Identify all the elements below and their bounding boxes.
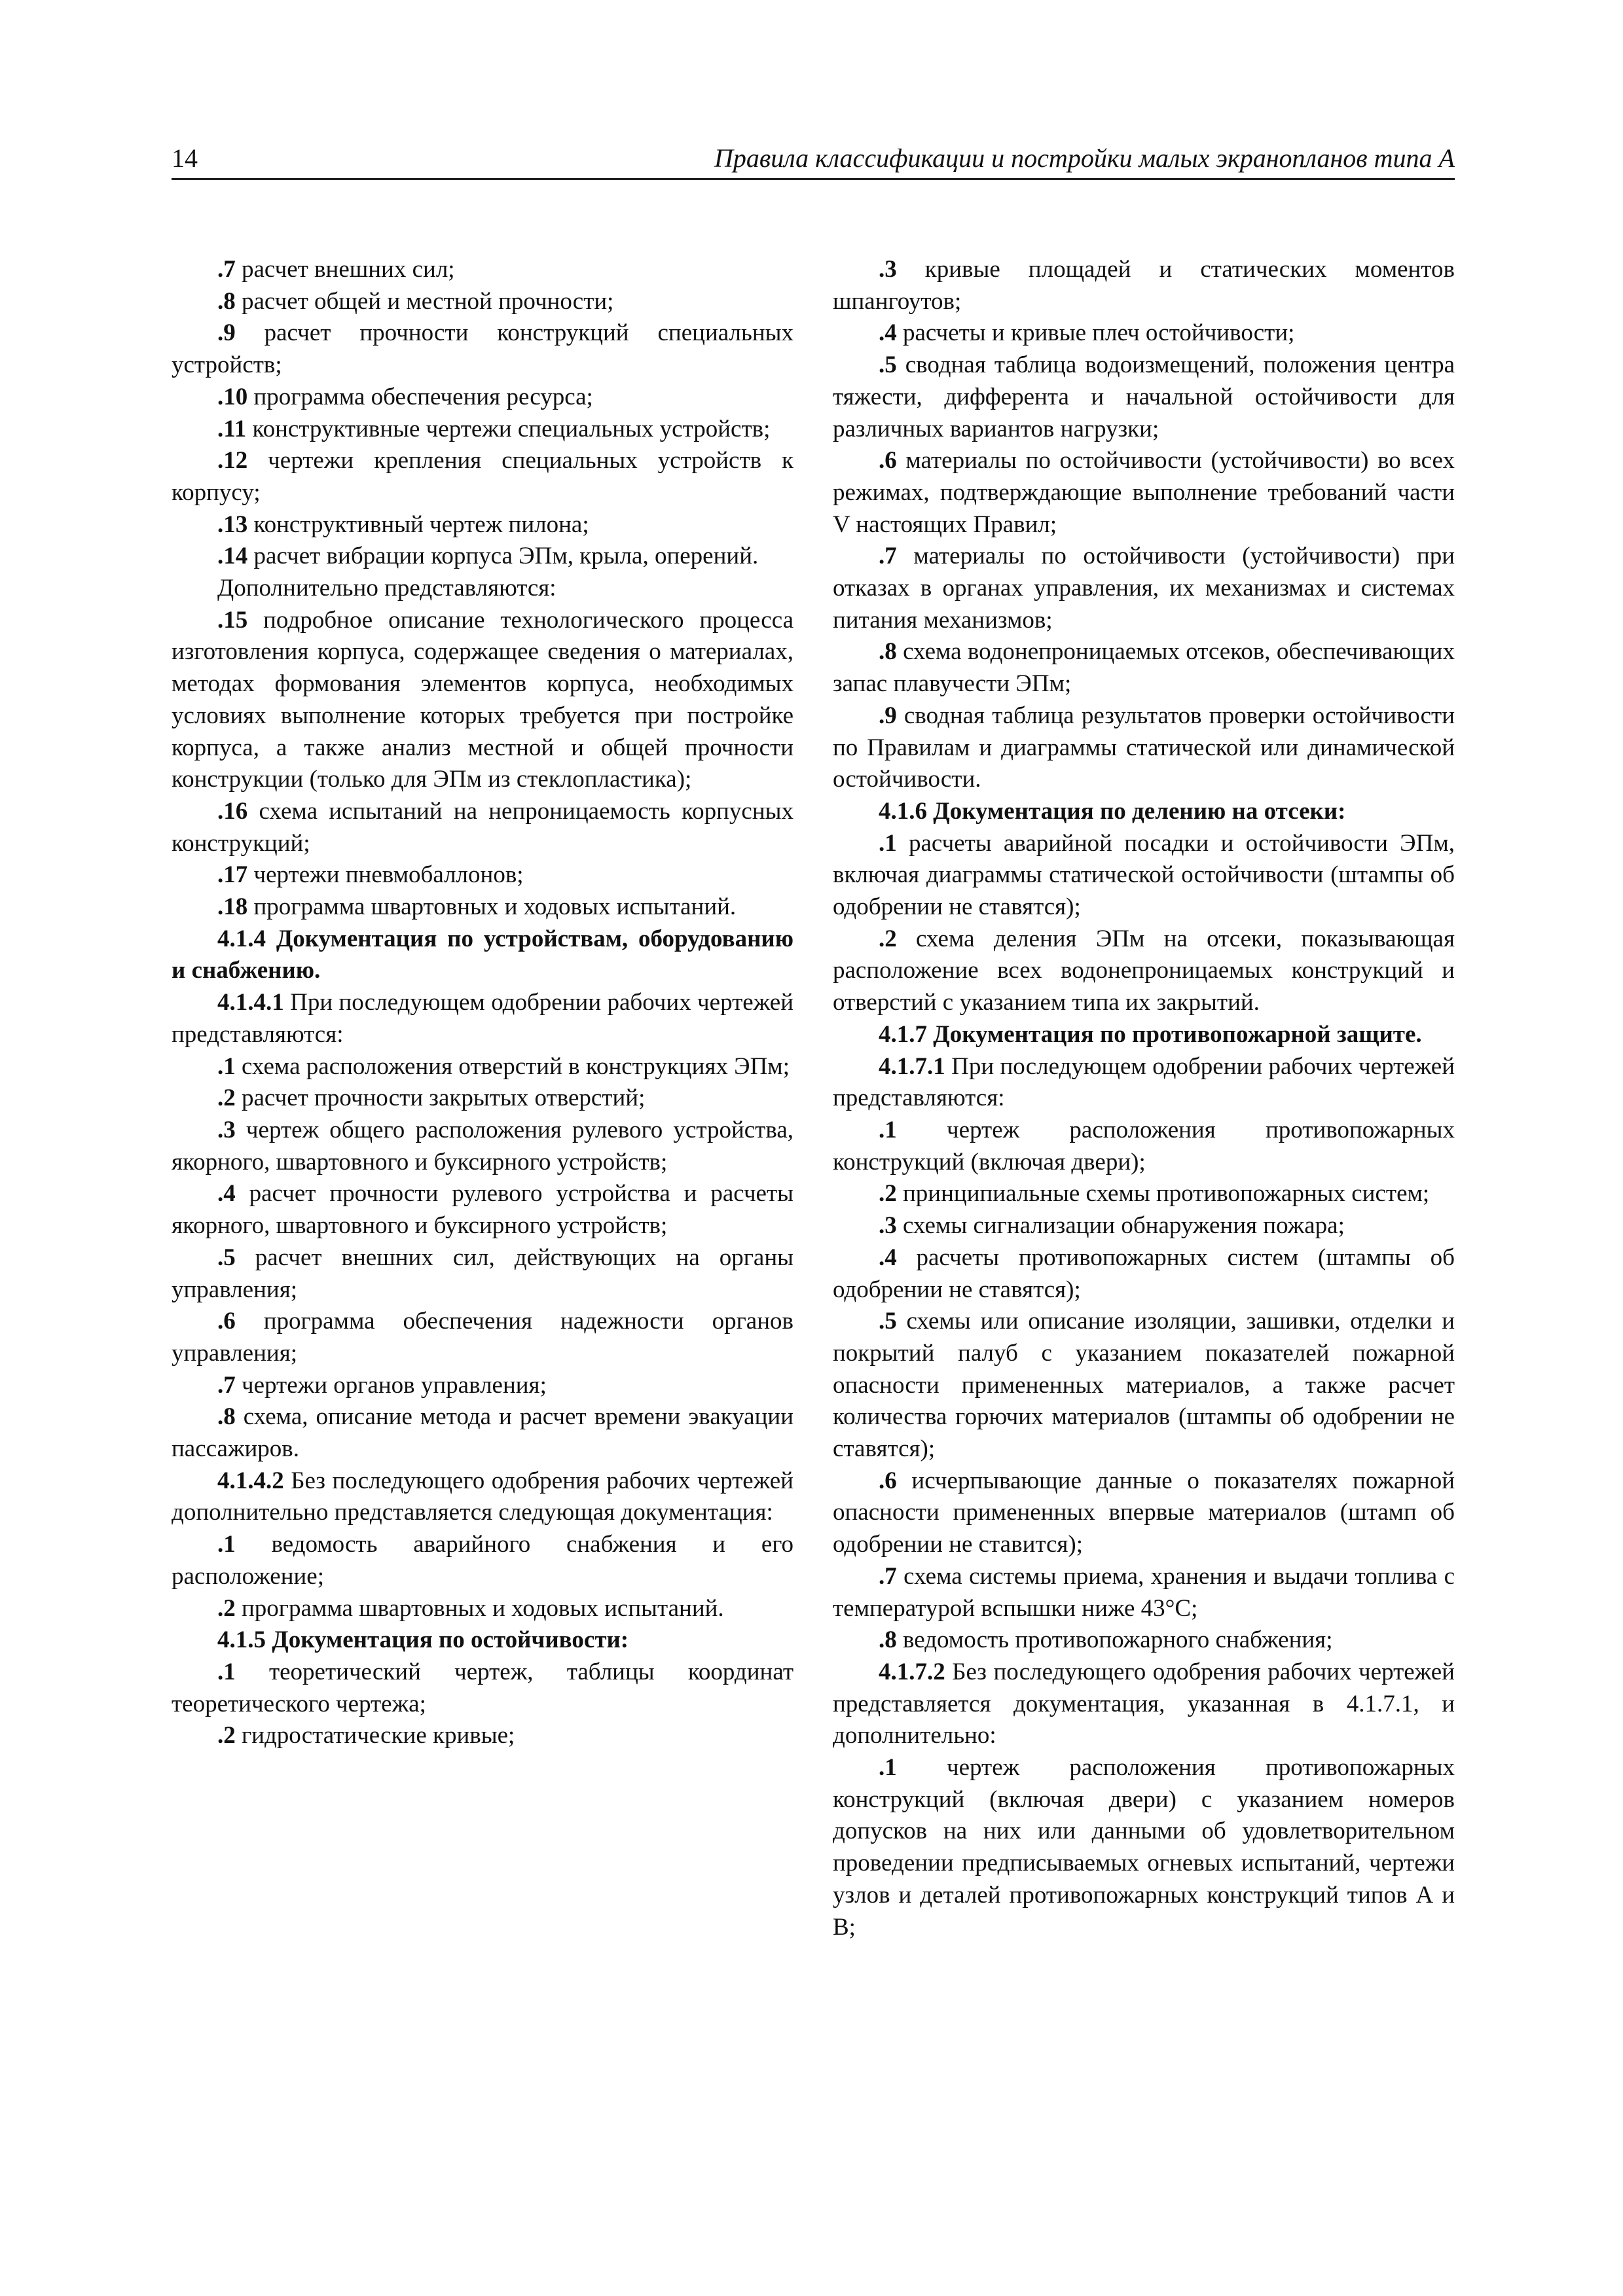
left-column — [172, 254, 793, 1752]
item-text: чертежи крепления специальных устройств к корпусу; — [172, 447, 793, 506]
list-item — [172, 1306, 793, 1369]
section-heading: 4.1.7 Документация по противопожарной защите. — [879, 1020, 1422, 1048]
item-number: .9 — [879, 702, 897, 729]
section-heading: 4.1.6 Документация по делению на отсеки: — [879, 797, 1346, 825]
item-number: .1 — [879, 1116, 897, 1143]
item-text: теоретический чертеж, таблицы координат теоретического чертежа; — [172, 1658, 793, 1717]
list-item — [172, 509, 793, 541]
item-number: .1 — [879, 829, 897, 857]
list-item — [172, 1083, 793, 1115]
item-text: принципиальные схемы противопожарных систем; — [896, 1180, 1430, 1208]
list-item — [833, 924, 1455, 1019]
item-text: схема, описание метода и расчет времени эвакуации пассажиров. — [172, 1403, 793, 1463]
item-text: схема системы приема, хранения и выдачи топлива с температурой вспышки ниже 43°С; — [833, 1562, 1455, 1622]
item-text: сводная таблица результатов проверки остойчивости по Правилам и диаграммы статической или динамической остойчивости. — [833, 702, 1455, 793]
item-text: При последующем одобрении рабочих чертежей представляются: — [172, 989, 793, 1048]
list-item — [833, 1561, 1455, 1624]
list-item — [172, 1115, 793, 1178]
item-number: .2 — [879, 925, 897, 952]
item-text: чертежи органов управления; — [235, 1371, 547, 1399]
item-text: Без последующего одобрения рабочих чертежей представляется документация, указанная в 4.1.7.1, и дополнительно: — [833, 1658, 1455, 1749]
item-text: чертеж расположения противопожарных конструкций (включая двери); — [833, 1116, 1455, 1175]
item-number: .2 — [217, 1085, 236, 1112]
list-item — [172, 796, 793, 859]
item-text: схема деления ЭПм на отсеки, показывающая расположение всех водонепроницаемых конструкций и отверстий с указанием типа их закрытий. — [833, 925, 1455, 1016]
item-number: .8 — [217, 287, 236, 315]
item-number: .4 — [879, 319, 897, 347]
item-number: .8 — [879, 1626, 897, 1654]
item-number: .7 — [879, 543, 897, 570]
item-text: При последующем одобрении рабочих чертежей представляются: — [833, 1052, 1455, 1112]
page-number: 14 — [172, 143, 198, 173]
item-number: .4 — [217, 1180, 236, 1208]
item-text: расчет внешних сил; — [235, 256, 455, 283]
list-item — [172, 987, 793, 1050]
item-text: схема водонепроницаемых отсеков, обеспечивающих запас плавучести ЭПм; — [833, 638, 1455, 698]
item-number: .5 — [879, 351, 897, 379]
item-text: чертежи пневмобаллонов; — [247, 861, 524, 889]
item-number: .3 — [879, 256, 897, 283]
item-number: .7 — [217, 1371, 236, 1399]
list-item — [172, 1720, 793, 1752]
item-text: ведомость противопожарного снабжения; — [896, 1626, 1333, 1654]
list-item — [833, 541, 1455, 636]
item-number: .8 — [879, 638, 897, 666]
item-text: материалы по остойчивости (устойчивости) во всех режимах, подтверждающие выполнение требований части V настоящих Правил; — [833, 447, 1455, 538]
list-item — [833, 636, 1455, 700]
item-number: 4.1.7.1 — [879, 1052, 945, 1080]
list-item — [172, 445, 793, 509]
list-item — [833, 1752, 1455, 1943]
item-number: .1 — [217, 1658, 236, 1685]
item-text: сводная таблица водоизмещений, положения центра тяжести, дифферента и начальной остойчивости для различных вариантов нагрузки; — [833, 351, 1455, 442]
item-text: конструктивный чертеж пилона; — [247, 511, 589, 538]
item-number: .5 — [879, 1308, 897, 1335]
list-item — [172, 573, 793, 605]
list-item — [172, 541, 793, 573]
item-text: расчет прочности рулевого устройства и расчеты якорного, швартовного и буксирного устройств; — [172, 1180, 793, 1240]
list-item — [172, 1529, 793, 1592]
list-item — [833, 1115, 1455, 1178]
list-item — [833, 700, 1455, 796]
item-number: .13 — [217, 511, 248, 538]
list-item — [833, 1051, 1455, 1115]
list-item — [172, 1178, 793, 1242]
list-item — [172, 286, 793, 318]
right-column — [833, 254, 1455, 1943]
item-number: .10 — [217, 383, 248, 410]
section-heading: 4.1.4 Документация по устройствам, оборудованию и снабжению. — [172, 925, 793, 984]
item-text: программа швартовных и ходовых испытаний. — [247, 893, 737, 921]
item-number: .6 — [217, 1308, 236, 1335]
item-number: .11 — [217, 415, 247, 442]
item-text: программа обеспечения ресурса; — [247, 383, 593, 410]
item-number: .1 — [217, 1531, 236, 1558]
list-item — [833, 1465, 1455, 1561]
item-text: чертеж общего расположения рулевого устройства, якорного, швартовного и буксирного устройств; — [172, 1116, 793, 1175]
item-number: .4 — [879, 1244, 897, 1271]
list-item — [833, 317, 1455, 350]
item-number: .1 — [217, 1052, 236, 1080]
list-item — [172, 254, 793, 286]
item-number: .6 — [879, 1467, 897, 1494]
item-number: 4.1.7.2 — [879, 1658, 945, 1685]
item-text: расчет внешних сил, действующих на органы управления; — [172, 1244, 793, 1303]
item-text: расчет вибрации корпуса ЭПм, крыла, оперений. — [247, 543, 759, 570]
item-text: схемы сигнализации обнаружения пожара; — [896, 1212, 1345, 1240]
item-text: Без последующего одобрения рабочих чертежей дополнительно представляется следующая документация: — [172, 1467, 793, 1526]
list-item — [833, 1624, 1455, 1657]
list-item — [172, 414, 793, 446]
list-item — [172, 1657, 793, 1720]
item-text: Дополнительно представляются: — [217, 575, 556, 602]
item-text: расчет общей и местной прочности; — [235, 287, 614, 315]
item-text: схема испытаний на непроницаемость корпусных конструкций; — [172, 797, 793, 857]
item-number: .8 — [217, 1403, 236, 1431]
item-text: программа швартовных и ходовых испытаний. — [235, 1594, 724, 1622]
list-item — [833, 254, 1455, 317]
list-item — [833, 1178, 1455, 1210]
list-item — [172, 1465, 793, 1529]
item-number: .1 — [879, 1754, 897, 1782]
list-item — [833, 1242, 1455, 1306]
item-text: расчеты аварийной посадки и остойчивости ЭПм, включая диаграммы статической остойчивости (штампы об одобрении не ставятся); — [833, 829, 1455, 921]
item-text: схема расположения отверстий в конструкциях ЭПм; — [235, 1052, 790, 1080]
item-number: .7 — [879, 1562, 897, 1590]
item-text: подробное описание технологического процесса изготовления корпуса, содержащее сведения о материалах, методах формования элементов корпуса, необходимых условиях выполнение которых требуется при постройке корпуса, а также анализ местной и общей прочности конструкции (только для ЭПм из стеклопластика); — [172, 606, 793, 793]
item-text: гидростатические кривые; — [235, 1722, 515, 1749]
item-number: .14 — [217, 543, 248, 570]
list-item — [172, 317, 793, 381]
item-number: .6 — [879, 447, 897, 475]
item-text: материалы по остойчивости (устойчивости) при отказах в органах управления, их механизмах и системах питания механизмов; — [833, 543, 1455, 634]
item-text: кривые площадей и статических моментов шпангоутов; — [833, 256, 1455, 315]
list-item — [172, 382, 793, 414]
section-heading: 4.1.5 Документация по остойчивости: — [217, 1626, 629, 1654]
list-item — [833, 350, 1455, 445]
item-number: .12 — [217, 447, 248, 475]
item-number: .3 — [217, 1116, 236, 1143]
item-number: .5 — [217, 1244, 236, 1271]
item-number: .2 — [217, 1594, 236, 1622]
list-item — [172, 1593, 793, 1625]
item-text: расчет прочности конструкций специальных устройств; — [172, 319, 793, 379]
list-item — [833, 828, 1455, 924]
item-number: .17 — [217, 861, 248, 889]
list-item — [833, 445, 1455, 541]
item-number: .18 — [217, 893, 248, 921]
list-item — [172, 891, 793, 924]
item-number: .2 — [217, 1722, 236, 1749]
item-number: .16 — [217, 797, 248, 825]
list-item — [172, 1242, 793, 1306]
item-text: исчерпывающие данные о показателях пожарной опасности примененных впервые материалов (штамп об одобрении не ставится); — [833, 1467, 1455, 1558]
item-number: 4.1.4.1 — [217, 989, 284, 1016]
running-title: Правила классификации и постройки малых экранопланов типа А — [714, 143, 1455, 173]
item-text: схемы или описание изоляции, зашивки, отделки и покрытий палуб с указанием показателей пожарной опасности примененных материалов, а также расчет количества горючих материалов (штампы об одобрении не ставятся); — [833, 1308, 1455, 1463]
item-number: .9 — [217, 319, 236, 347]
item-number: .15 — [217, 606, 248, 634]
item-number: .7 — [217, 256, 236, 283]
list-item — [833, 1306, 1455, 1465]
item-number: .2 — [879, 1180, 897, 1208]
item-text: конструктивные чертежи специальных устройств; — [246, 415, 771, 442]
list-item — [172, 1051, 793, 1083]
item-text: ведомость аварийного снабжения и его расположение; — [172, 1531, 793, 1590]
list-item — [833, 1210, 1455, 1242]
page-header — [172, 137, 1455, 180]
list-item — [172, 605, 793, 796]
item-number: 4.1.4.2 — [217, 1467, 284, 1494]
item-text: расчеты и кривые плеч остойчивости; — [896, 319, 1295, 347]
item-text: расчет прочности закрытых отверстий; — [235, 1085, 646, 1112]
list-item — [172, 1401, 793, 1465]
item-text: чертеж расположения противопожарных конструкций (включая двери) с указанием номеров допусков на них или данными об удовлетворительном проведении предписываемых огневых испытаний, чертежи узлов и деталей противопожарных конструкций типов А и В; — [833, 1754, 1455, 1941]
list-item — [172, 1370, 793, 1402]
item-number: .3 — [879, 1212, 897, 1240]
item-text: расчеты противопожарных систем (штампы об одобрении не ставятся); — [833, 1244, 1455, 1303]
item-text: программа обеспечения надежности органов управления; — [172, 1308, 793, 1367]
list-item — [833, 1657, 1455, 1752]
list-item — [172, 859, 793, 891]
